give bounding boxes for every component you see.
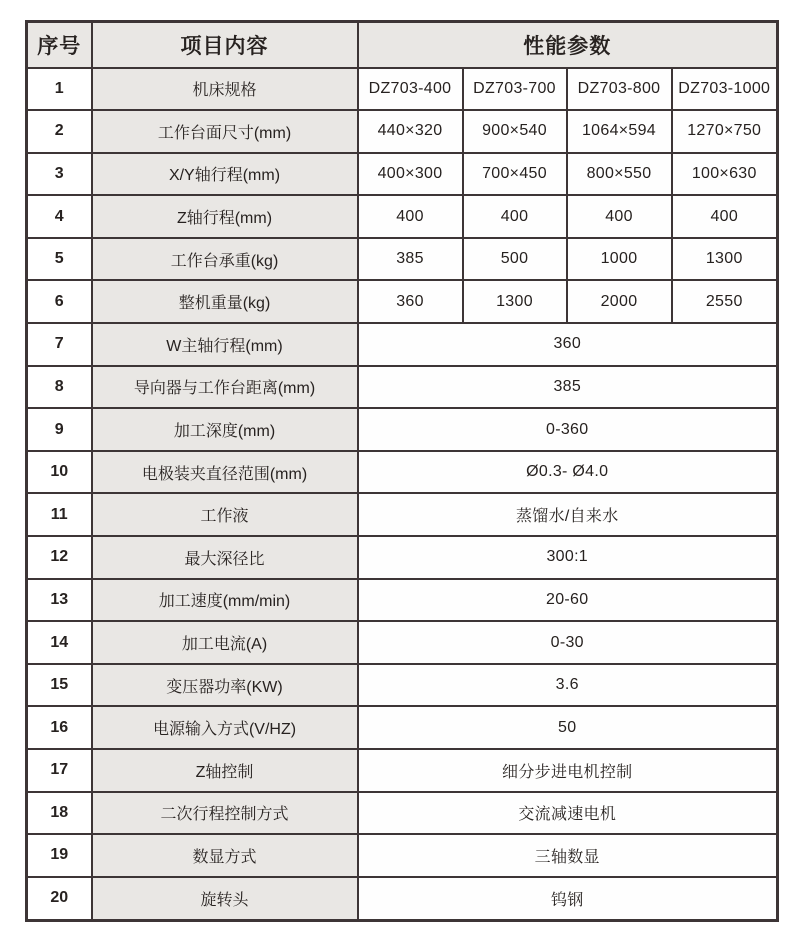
row-number-cell: 17 [27, 749, 92, 792]
param-value-cell: 440×320 [358, 110, 463, 153]
row-number-cell: 20 [27, 877, 92, 921]
table-row [27, 706, 778, 749]
row-number-cell: 3 [27, 153, 92, 196]
item-name-cell: 电极装夹直径范围(mm) [92, 451, 358, 494]
row-number-cell: 7 [27, 323, 92, 366]
spec-table-body [27, 68, 778, 921]
table-row [27, 664, 778, 707]
item-name-cell: 变压器功率(KW) [92, 664, 358, 707]
param-value-cell: 20-60 [358, 579, 778, 622]
spec-table [25, 20, 779, 922]
row-number-cell: 16 [27, 706, 92, 749]
row-number-cell: 19 [27, 834, 92, 877]
param-value-cell: 360 [358, 323, 778, 366]
row-number-cell: 5 [27, 238, 92, 281]
param-value-cell: 2550 [672, 280, 778, 323]
table-row [27, 451, 778, 494]
table-row [27, 579, 778, 622]
param-value-cell: 360 [358, 280, 463, 323]
item-name-cell: 加工电流(A) [92, 621, 358, 664]
item-name-cell: 整机重量(kg) [92, 280, 358, 323]
item-name-cell: 工作台面尺寸(mm) [92, 110, 358, 153]
table-row [27, 493, 778, 536]
header-row [27, 22, 778, 68]
row-number-cell: 13 [27, 579, 92, 622]
row-number-cell: 12 [27, 536, 92, 579]
param-value-cell: 385 [358, 238, 463, 281]
table-row [27, 408, 778, 451]
row-number-cell: 8 [27, 366, 92, 409]
item-name-cell: X/Y轴行程(mm) [92, 153, 358, 196]
param-value-cell: 1270×750 [672, 110, 778, 153]
param-value-cell: 400 [567, 195, 672, 238]
table-row [27, 68, 778, 111]
row-number-cell: 1 [27, 68, 92, 111]
table-row [27, 153, 778, 196]
header-cell-item: 项目内容 [92, 22, 358, 68]
param-value-cell: 1064×594 [567, 110, 672, 153]
header-cell-no: 序号 [27, 22, 92, 68]
param-value-cell: 100×630 [672, 153, 778, 196]
param-value-cell: 3.6 [358, 664, 778, 707]
param-value-cell: DZ703-400 [358, 68, 463, 111]
table-row [27, 195, 778, 238]
item-name-cell: 导向器与工作台距离(mm) [92, 366, 358, 409]
param-value-cell: 400 [358, 195, 463, 238]
item-name-cell: 加工速度(mm/min) [92, 579, 358, 622]
item-name-cell: 工作台承重(kg) [92, 238, 358, 281]
param-value-cell: Ø0.3- Ø4.0 [358, 451, 778, 494]
row-number-cell: 6 [27, 280, 92, 323]
param-value-cell: 700×450 [463, 153, 567, 196]
param-value-cell: 蒸馏水/自来水 [358, 493, 778, 536]
param-value-cell: 385 [358, 366, 778, 409]
row-number-cell: 11 [27, 493, 92, 536]
item-name-cell: 工作液 [92, 493, 358, 536]
table-row [27, 366, 778, 409]
item-name-cell: 旋转头 [92, 877, 358, 921]
row-number-cell: 10 [27, 451, 92, 494]
param-value-cell: 钨钢 [358, 877, 778, 921]
param-value-cell: DZ703-1000 [672, 68, 778, 111]
table-row [27, 749, 778, 792]
table-row [27, 110, 778, 153]
table-row [27, 280, 778, 323]
param-value-cell: 0-360 [358, 408, 778, 451]
param-value-cell: 1300 [672, 238, 778, 281]
item-name-cell: Z轴控制 [92, 749, 358, 792]
param-value-cell: 2000 [567, 280, 672, 323]
param-value-cell: DZ703-800 [567, 68, 672, 111]
table-row [27, 323, 778, 366]
table-row [27, 834, 778, 877]
param-value-cell: 细分步进电机控制 [358, 749, 778, 792]
spec-table-header [27, 22, 778, 68]
item-name-cell: 加工深度(mm) [92, 408, 358, 451]
item-name-cell: W主轴行程(mm) [92, 323, 358, 366]
item-name-cell: 最大深径比 [92, 536, 358, 579]
param-value-cell: 400 [672, 195, 778, 238]
param-value-cell: DZ703-700 [463, 68, 567, 111]
item-name-cell: Z轴行程(mm) [92, 195, 358, 238]
row-number-cell: 9 [27, 408, 92, 451]
row-number-cell: 2 [27, 110, 92, 153]
header-cell-params: 性能参数 [358, 22, 778, 68]
row-number-cell: 14 [27, 621, 92, 664]
table-row [27, 877, 778, 921]
item-name-cell: 数显方式 [92, 834, 358, 877]
param-value-cell: 1300 [463, 280, 567, 323]
table-row [27, 536, 778, 579]
param-value-cell: 900×540 [463, 110, 567, 153]
item-name-cell: 机床规格 [92, 68, 358, 111]
param-value-cell: 400×300 [358, 153, 463, 196]
table-row [27, 792, 778, 835]
item-name-cell: 电源输入方式(V/HZ) [92, 706, 358, 749]
table-row [27, 238, 778, 281]
row-number-cell: 4 [27, 195, 92, 238]
param-value-cell: 500 [463, 238, 567, 281]
item-name-cell: 二次行程控制方式 [92, 792, 358, 835]
row-number-cell: 15 [27, 664, 92, 707]
param-value-cell: 0-30 [358, 621, 778, 664]
param-value-cell: 50 [358, 706, 778, 749]
param-value-cell: 1000 [567, 238, 672, 281]
row-number-cell: 18 [27, 792, 92, 835]
param-value-cell: 400 [463, 195, 567, 238]
param-value-cell: 800×550 [567, 153, 672, 196]
param-value-cell: 三轴数显 [358, 834, 778, 877]
table-row [27, 621, 778, 664]
param-value-cell: 300:1 [358, 536, 778, 579]
param-value-cell: 交流减速电机 [358, 792, 778, 835]
